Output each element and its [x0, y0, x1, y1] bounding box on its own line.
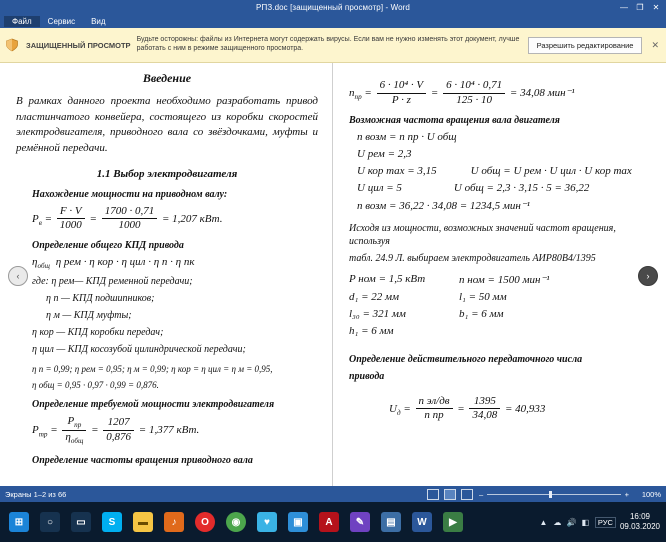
autocad-icon: A [319, 512, 339, 532]
photos-icon: ▣ [288, 512, 308, 532]
doc-eta-helical: η цил — КПД косозубой цилиндрической передачи; [32, 344, 246, 356]
taskbar-item-heart[interactable] [252, 505, 282, 539]
motor-spec-right-2: b₁ = 6 мм [459, 307, 504, 320]
eq-pv-num-2: 1700 · 0,71 [102, 205, 158, 220]
task-view-button[interactable] [66, 505, 96, 539]
doc-eta-values-2: η общ = 0,95 · 0,97 · 0,99 = 0,876. [32, 380, 159, 391]
eq-ud-num-2: 1395 [469, 395, 500, 410]
protected-view-message: Будьте осторожны: файлы из Интернета могут содержать вирусы. Если вам не нужно изменять этот документ, лучше работать с ним в режиме защищенного просмотра. [136, 36, 520, 52]
taskbar-item-photos[interactable] [283, 505, 313, 539]
eq-npr-fraction-1 [377, 79, 427, 108]
eq-ptr-den-sub: общ [70, 437, 84, 446]
taskbar-item-word[interactable] [407, 505, 437, 539]
equation-uobshch-value: U общ = 2,3 · 3,15 · 5 = 36,22 [453, 181, 590, 194]
eq-eta-terms: η рем · η кор · η цил · η п · η пк [55, 256, 195, 269]
motor-spec-row [349, 308, 652, 320]
eq-pv-num-1: F · V [57, 205, 85, 220]
tab-tools[interactable]: Сервис [47, 16, 76, 26]
eq-ptr-num-2: 1207 [103, 416, 134, 431]
eq-pv-symbol: P [32, 212, 39, 225]
equation-required-power: $P_{тр}$ = $\frac{P_{пр}}{\eta_{общ}}$ = $\frac{1207}{0,876}$ = 1,377 кВт. [32, 414, 200, 446]
search-button[interactable] [35, 505, 65, 539]
zoom-slider[interactable] [487, 494, 620, 495]
motor-spec-left-2: l₃₀ = 321 мм [349, 307, 406, 320]
clock-date: 09.03.2020 [619, 522, 660, 531]
close-button[interactable]: ✕ [652, 2, 660, 12]
doc-subheading-power: Нахождение мощности на приводном валу: [32, 188, 228, 200]
doc-where-prefix: где: η [32, 276, 57, 288]
folder-icon: ▬ [133, 512, 153, 532]
motor-spec-row [349, 325, 652, 337]
doc-eta-values-1: η п = 0,99; η рем = 0,95; η м = 0,99; η кор = η цил = η м = 0,95, [32, 364, 273, 375]
motor-spec-row [349, 273, 652, 286]
task-view-icon: ▭ [71, 512, 91, 532]
enable-editing-button[interactable]: Разрешить редактирование [528, 37, 643, 54]
doc-subheading-efficiency: Определение общего КПД привода [32, 240, 184, 252]
eq-npr-den-1: P · z [391, 93, 411, 106]
doc-section-title: 1.1 Выбор электродвигателя [96, 168, 238, 181]
equation-npr: $n_{пр}$ = $\frac{\text{6 · 10⁴ · V}}{P \cdot z}$ = $\frac{\text{6 · 10⁴ · 0,71}}{125 \cdot 10}$ = 34,08 мин⁻¹ [349, 79, 575, 106]
eq-npr-sub: пр [354, 92, 362, 101]
protected-view-bar [0, 28, 666, 63]
eq-ptr-num-sub: пр [74, 420, 82, 429]
doc-eta-coupling: η м — КПД муфты; [46, 310, 132, 322]
taskbar-item-music[interactable] [159, 505, 189, 539]
eq-pv-sub: в [38, 218, 42, 227]
eq-ptr-symbol: P [32, 423, 39, 436]
doc-where-rem: рем— КПД ременной передачи; [56, 276, 193, 288]
heart-icon: ♥ [257, 512, 277, 532]
taskbar-item-paint[interactable] [345, 505, 375, 539]
page-count-label: Экраны 1–2 из 66 [5, 489, 67, 499]
eq-npr-num-1: 6 · 10⁴ · V [377, 79, 427, 94]
eq-pv-fraction-1 [57, 205, 85, 234]
eq-eta-sub: общ [37, 262, 50, 271]
show-hidden-icons-icon[interactable]: ▲ [539, 517, 548, 527]
equation-ucil: U цил = 5 [357, 181, 402, 194]
start-button[interactable] [4, 505, 34, 539]
motor-spec-right-1: l₁ = 50 мм [459, 290, 507, 303]
doc-motor-selection-text-2: табл. 24.9 Л. выбираем электродвигатель АИР80В4/1395 [349, 252, 596, 264]
doc-subheading-required-power: Определение требуемой мощности электродвигателя [32, 398, 275, 410]
search-icon: ○ [40, 512, 60, 532]
eq-ud-fraction-2 [469, 395, 500, 424]
eq-npr-num-2: 6 · 10⁴ · 0,71 [443, 79, 505, 94]
motor-spec-left-1: d₁ = 22 мм [349, 290, 400, 303]
minimize-button[interactable]: — [620, 2, 628, 12]
eq-npr-fraction-2 [443, 79, 505, 108]
app-icon: ▤ [381, 512, 401, 532]
tab-file[interactable]: Файл [4, 16, 40, 27]
title-bar [0, 0, 666, 14]
eq-ptr-num-1 [62, 415, 86, 431]
tab-view[interactable]: Вид [91, 16, 106, 26]
equation-urem: U рем = 2,3 [357, 147, 412, 160]
document-column-right [333, 63, 666, 486]
shield-icon [4, 37, 20, 53]
eq-pv-fraction-2 [102, 205, 158, 234]
doc-subheading-shaft-speed: Определение частоты вращения приводного вала [32, 454, 253, 466]
doc-subheading-possible-speed: Возможная частота вращения вала двигателя [349, 114, 560, 126]
motor-spec-left-3: h₁ = 6 мм [349, 324, 394, 337]
motor-spec-right-0: n ном = 1500 мин⁻¹ [459, 273, 550, 286]
status-bar [0, 486, 666, 502]
music-icon: ♪ [164, 512, 184, 532]
eq-ptr-num-sym: P [67, 414, 75, 427]
eq-ud-den-1: n пр [424, 409, 444, 422]
taskbar-item-skype[interactable] [97, 505, 127, 539]
clock-time: 16:09 [629, 512, 650, 521]
media-icon: ▶ [443, 512, 463, 532]
eq-eta-symbol: η [32, 256, 38, 269]
doc-subheading-actual-ratio-2: привода [349, 370, 385, 382]
language-indicator[interactable]: РУС [595, 517, 616, 528]
windows-logo-icon: ⊞ [9, 512, 29, 532]
equation-actual-ratio: $U_д$ = $\frac{\text{n эл/дв}}{\text{n пр}}$ = $\frac{1395}{34,08}$ = 40,933 [389, 394, 546, 422]
eq-ud-symbol: U [389, 402, 397, 415]
window-title: РПЗ.doc [защищенный просмотр] - Word [256, 2, 410, 12]
network-icon[interactable]: ◧ [581, 517, 590, 527]
doc-intro-paragraph: В рамках данного проекта необходимо разработать привод пластинчатого конвейера, состоящего из коробки скоростей электродвигателя, приводного вала со звёздочками, муфты и ремённой передачи. [16, 94, 318, 155]
tray-icons[interactable] [538, 517, 591, 528]
eq-ud-num-1: n эл/дв [416, 395, 453, 410]
doc-motor-selection-text-1: Исходя из мощности, возможных значений частот вращения, используя [349, 222, 616, 247]
view-mode-buttons [427, 489, 473, 500]
equation-uobshch-expr: U общ = U рем · U цил · U кор max [470, 164, 632, 177]
zoom-percent-label[interactable]: 100% [641, 489, 661, 499]
eq-ud-result: = 40,933 [504, 402, 546, 415]
volume-icon[interactable]: 🔊 [566, 517, 577, 527]
doc-eta-bearings: η п — КПД подшипников; [46, 293, 155, 305]
equation-power-shaft: $P_в$ = $\frac{F \cdot V}{1000}$ = $\frac{1700 \cdot 0,71}{1000}$ = 1,207 кВт. [32, 204, 223, 232]
chrome-icon: ◉ [226, 512, 246, 532]
previous-page-button[interactable]: ‹ [8, 266, 28, 286]
eq-npr-symbol: n [349, 86, 355, 99]
doc-heading-introduction: Введение [142, 71, 192, 85]
word-icon: W [412, 512, 432, 532]
zoom-in-button[interactable]: + [624, 489, 629, 499]
eq-ud-den-2: 34,08 [472, 409, 498, 422]
read-mode-icon[interactable] [427, 489, 439, 500]
eq-ptr-fraction-2 [103, 416, 134, 445]
eq-ptr-den-2: 0,876 [106, 430, 132, 443]
eq-npr-result: = 34,08 мин⁻¹ [509, 86, 575, 99]
eq-ptr-den-1 [62, 431, 86, 446]
equation-nvozm-value: n возм = 36,22 · 34,08 = 1234,5 мин⁻¹ [357, 199, 530, 212]
eq-pv-den-1: 1000 [59, 219, 82, 232]
doc-subheading-actual-ratio: Определение действительного передаточного числа [349, 353, 583, 365]
ribbon-tabs [0, 14, 666, 28]
opera-icon: O [195, 512, 215, 532]
eq-npr-den-2: 125 · 10 [456, 93, 492, 106]
doc-where-line [32, 275, 318, 288]
doc-eta-gearbox: η кор — КПД коробки передач; [32, 327, 164, 339]
document-column-left [0, 63, 333, 486]
print-layout-icon[interactable] [444, 489, 456, 500]
taskbar-item-explorer[interactable] [128, 505, 158, 539]
motor-spec-row [349, 291, 652, 303]
document-page [0, 63, 666, 486]
protected-view-label: ЗАЩИЩЕННЫЙ ПРОСМОТР [26, 40, 131, 50]
document-area[interactable] [0, 63, 666, 486]
zoom-slider-handle[interactable] [549, 491, 552, 498]
skype-icon: S [102, 512, 122, 532]
equation-row-ucil [357, 182, 652, 194]
eq-ud-fraction-1 [416, 395, 453, 424]
zoom-control[interactable] [479, 490, 629, 499]
window-controls [616, 0, 664, 14]
eq-ud-sub: д [396, 408, 401, 417]
equation-row-ukor [357, 165, 652, 177]
eq-ptr-fraction-1 [62, 415, 86, 446]
taskbar-item-autocad[interactable] [314, 505, 344, 539]
cloud-icon[interactable]: ☁ [553, 517, 562, 527]
maximize-button[interactable]: ❐ [636, 2, 644, 12]
eq-ptr-sub: тр [38, 430, 48, 439]
next-page-button[interactable]: › [638, 266, 658, 286]
taskbar [0, 502, 666, 542]
web-layout-icon[interactable] [461, 489, 473, 500]
taskbar-item-app[interactable] [376, 505, 406, 539]
system-tray [538, 502, 664, 542]
eq-ptr-den-sym: η [65, 430, 71, 443]
taskbar-item-chrome[interactable] [221, 505, 251, 539]
eq-pv-result: = 1,207 кВт. [161, 212, 223, 225]
motor-spec-left-0: P ном = 1,5 кВт [349, 272, 426, 285]
taskbar-item-media[interactable] [438, 505, 468, 539]
eq-pv-den-2: 1000 [118, 219, 141, 232]
paint-icon: ✎ [350, 512, 370, 532]
eq-ptr-result: = 1,377 кВт. [138, 423, 200, 436]
protected-view-close-icon[interactable]: ✕ [651, 39, 659, 50]
clock[interactable] [620, 512, 660, 532]
equation-ukor-max: U кор max = 3,15 [357, 164, 437, 177]
equation-total-efficiency [32, 256, 318, 270]
taskbar-item-opera[interactable] [190, 505, 220, 539]
equation-nvozm: n возм = n пр · U общ [357, 130, 457, 143]
zoom-out-button[interactable]: – [479, 489, 484, 499]
